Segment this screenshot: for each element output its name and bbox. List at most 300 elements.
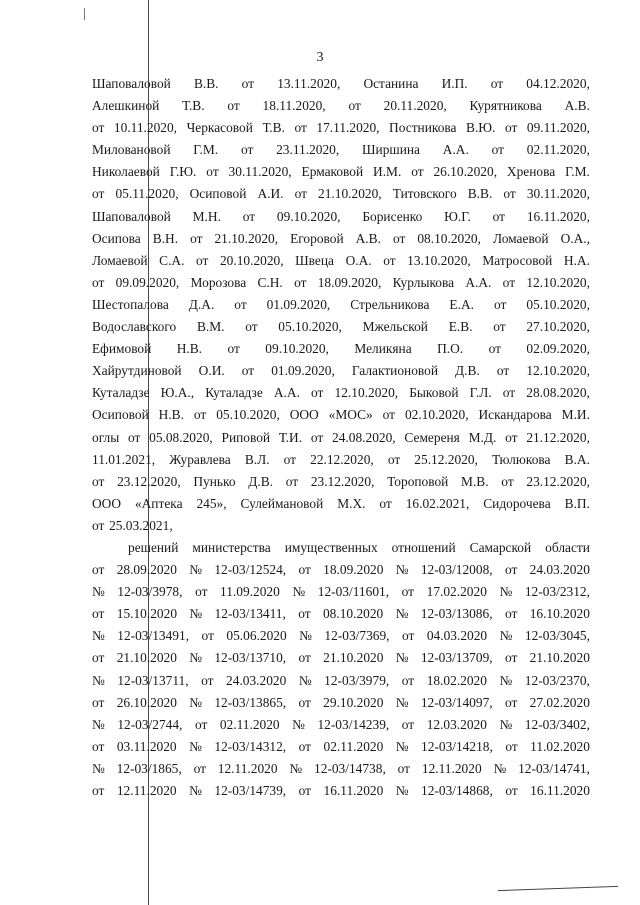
word: № xyxy=(299,628,312,644)
word: 12-03/14239, xyxy=(317,716,390,732)
word: 02.11.2020 xyxy=(323,738,384,754)
word: Осипова xyxy=(92,230,141,246)
word: от xyxy=(298,738,312,754)
word: Ломаевой xyxy=(92,252,148,268)
paragraph-applicants-list xyxy=(92,73,590,537)
word: от xyxy=(234,296,247,312)
word: В.М. xyxy=(196,319,225,335)
word: Н.А. xyxy=(563,252,590,268)
word: Шаповаловой xyxy=(92,208,171,224)
word: 18.09.2020 xyxy=(323,562,384,578)
word: № xyxy=(499,584,513,600)
word: 12-03/3045, xyxy=(524,628,590,644)
word: от xyxy=(397,760,411,776)
text-line xyxy=(92,692,590,714)
word: А.В. xyxy=(564,98,590,114)
word: от xyxy=(201,672,214,688)
word: Егоровой xyxy=(290,230,344,246)
word: от xyxy=(241,363,255,379)
word: 12-03/13491, xyxy=(117,628,190,644)
word: от xyxy=(92,606,105,622)
word: 12-03/13711, xyxy=(117,672,189,688)
word: Куталадзе xyxy=(205,385,263,401)
word: от xyxy=(294,120,307,136)
word: Миловановой xyxy=(92,142,171,158)
word: от xyxy=(194,716,208,732)
word: 12-03/13086, xyxy=(420,606,493,622)
word: В.Н. xyxy=(152,230,179,246)
word: С.А. xyxy=(159,252,185,268)
word: от xyxy=(294,274,307,290)
word: 12-03/14218, xyxy=(421,738,493,754)
word: 23.12.2020, xyxy=(310,473,375,489)
word: от xyxy=(490,76,504,91)
word: 12-03/14312, xyxy=(214,738,287,754)
word: № xyxy=(92,628,105,644)
text-line xyxy=(92,161,590,183)
word: М.Н. xyxy=(192,208,221,224)
word: 12-03/13710, xyxy=(214,650,287,666)
word: 05.10.2020, xyxy=(526,296,590,312)
word: Галактионовой xyxy=(351,363,438,379)
word: 22.12.2020, xyxy=(310,451,374,467)
word: Е.В. xyxy=(448,319,473,335)
word: от xyxy=(504,694,518,710)
word: области xyxy=(545,539,590,555)
word: 12-03/11601, xyxy=(317,584,390,600)
word: № xyxy=(189,606,203,622)
word: № xyxy=(499,716,513,732)
word: Т.В. xyxy=(262,120,285,136)
word: Ю.А., xyxy=(160,385,195,401)
word: Тороповой xyxy=(387,473,449,489)
word: 13.11.2020, xyxy=(277,76,341,91)
word: от xyxy=(298,562,311,578)
word: А.И. xyxy=(257,186,284,202)
text-line xyxy=(92,647,590,669)
word: оглы xyxy=(92,429,120,445)
word: 21.10.2020 xyxy=(116,650,177,666)
word: 08.10.2020, xyxy=(417,230,481,246)
word: 03.11.2020 xyxy=(116,738,177,754)
word: 26.10.2020, xyxy=(433,164,498,180)
word: от xyxy=(227,341,240,357)
word: от xyxy=(190,230,203,246)
word: от xyxy=(298,694,311,710)
text-line xyxy=(92,250,590,272)
word: Ермаковой xyxy=(301,164,364,180)
word: от xyxy=(348,98,361,114)
word: 18.02.2020 xyxy=(426,672,487,688)
word: 09.10.2020, xyxy=(276,208,341,224)
word: 12-03/2744, xyxy=(117,716,183,732)
word: 05.10.2020, xyxy=(216,407,280,423)
text-line xyxy=(92,404,590,426)
word: 28.08.2020, xyxy=(526,385,590,401)
word: Меликяна xyxy=(354,341,412,357)
word: от xyxy=(92,473,105,489)
word: Пунько xyxy=(193,473,236,489)
page-number: 3 xyxy=(316,50,324,65)
word: В.П. xyxy=(564,495,590,511)
word: 12-03/13865, xyxy=(214,694,287,710)
word: Г.М. xyxy=(193,142,219,158)
word: № xyxy=(92,584,105,600)
word: Борисенко xyxy=(362,208,423,224)
word: 21.10.2020, xyxy=(214,230,279,246)
text-line xyxy=(92,736,590,758)
word: 30.11.2020, xyxy=(526,186,590,202)
word: 25.12.2020, xyxy=(414,451,478,467)
word: Самарской xyxy=(469,539,532,555)
word: от xyxy=(227,98,240,114)
word: министерства xyxy=(192,539,271,555)
word: 12-03/13411, xyxy=(214,606,286,622)
word: Постникова xyxy=(389,120,457,136)
word: Осиповой xyxy=(92,407,149,423)
word: 04.12.2020, xyxy=(526,76,590,91)
word: 16.11.2020 xyxy=(530,783,590,798)
word: отношений xyxy=(391,539,456,555)
word: 09.10.2020, xyxy=(265,341,329,357)
word: № xyxy=(499,628,513,644)
word: от xyxy=(245,319,258,335)
word: «МОС» xyxy=(328,407,373,423)
word: 24.03.2020 xyxy=(529,562,590,578)
word: Искандарова xyxy=(478,407,552,423)
word: 12-03/14738, xyxy=(314,760,386,776)
word: от xyxy=(283,451,297,467)
text-line xyxy=(92,73,590,95)
text-line xyxy=(92,95,590,117)
text-line xyxy=(92,228,590,250)
word: 23.12.2020, xyxy=(117,473,181,489)
text-line xyxy=(92,625,590,647)
word: от xyxy=(502,274,516,290)
word: от xyxy=(496,363,510,379)
word: 12-03/14739, xyxy=(214,783,287,798)
word: 12-03/7369, xyxy=(324,628,390,644)
word: от xyxy=(401,584,415,600)
word: 11.02.2020 xyxy=(530,738,590,754)
word: от xyxy=(193,760,206,776)
word: Н.В. xyxy=(176,341,203,357)
word: 05.06.2020 xyxy=(226,628,287,644)
word: Черкасовой xyxy=(186,120,253,136)
word: от xyxy=(298,783,312,798)
word: Шестопалова xyxy=(92,296,169,312)
word: 13.10.2020, xyxy=(407,252,471,268)
word: № xyxy=(298,672,312,688)
word: Тюлюкова xyxy=(492,451,551,467)
word: ООО xyxy=(289,407,319,423)
word: М.Х. xyxy=(337,495,366,511)
text-line xyxy=(92,780,590,802)
word: 05.11.2020, xyxy=(115,186,179,202)
word: от xyxy=(92,650,105,666)
word: 30.11.2020, xyxy=(228,164,292,180)
word: Т.И. xyxy=(278,429,303,445)
word: решений xyxy=(128,539,179,555)
word: Журавлева xyxy=(169,451,231,467)
word: от xyxy=(127,429,141,445)
paragraph-ministry-decisions xyxy=(92,537,590,802)
word: 12-03/3979, xyxy=(324,672,390,688)
text-line xyxy=(92,449,590,471)
word: № xyxy=(493,760,507,776)
word: от xyxy=(92,120,105,136)
word: Алешкиной xyxy=(92,98,160,114)
word: № xyxy=(189,738,202,754)
word: Г.М. xyxy=(565,164,590,180)
word: 16.10.2020 xyxy=(529,606,590,622)
text-line xyxy=(92,714,590,736)
word: от xyxy=(92,694,105,710)
word: от xyxy=(193,407,207,423)
word: от xyxy=(298,606,311,622)
word: 08.10.2020 xyxy=(322,606,384,622)
text-line xyxy=(92,670,590,692)
word: Швеца xyxy=(295,252,334,268)
word: 18.09.2020, xyxy=(317,274,382,290)
word: А.А. xyxy=(465,274,492,290)
word: В.Ю. xyxy=(466,120,496,136)
word: Ширшина xyxy=(362,142,420,158)
text-line xyxy=(92,360,590,382)
word: 12-03/14741, xyxy=(518,760,590,776)
word: № xyxy=(292,716,305,732)
text-line xyxy=(92,537,590,559)
word: 05.10.2020, xyxy=(278,319,342,335)
word: от xyxy=(195,584,208,600)
word: 11.09.2020 xyxy=(220,584,280,600)
word: 01.09.2020, xyxy=(271,363,335,379)
text-line xyxy=(92,471,590,493)
word: Осиповой xyxy=(189,186,247,202)
word: 12-03/14097, xyxy=(420,694,493,710)
word: Д.В. xyxy=(248,473,274,489)
word: Д.В. xyxy=(455,363,480,379)
word: от xyxy=(92,517,105,533)
word: от xyxy=(493,319,506,335)
word: 12-03/12008, xyxy=(420,562,493,578)
word: 27.02.2020 xyxy=(529,694,590,710)
word: 16.11.2020, xyxy=(526,208,590,224)
word: № xyxy=(395,562,409,578)
word: № xyxy=(289,760,303,776)
word: 02.11.2020 xyxy=(219,716,280,732)
word: № xyxy=(499,672,513,688)
word: № xyxy=(292,584,306,600)
word: 12.10.2020, xyxy=(334,385,399,401)
word: Хренова xyxy=(506,164,556,180)
word: от xyxy=(310,429,324,445)
word: 20.11.2020, xyxy=(383,98,447,114)
text-line xyxy=(92,139,590,161)
word: 12.11.2020 xyxy=(421,760,482,776)
word: от xyxy=(491,142,504,158)
text-line xyxy=(92,316,590,338)
text-line xyxy=(92,338,590,360)
text-line xyxy=(92,581,590,603)
text-line xyxy=(92,603,590,625)
word: Сулеймановой xyxy=(240,495,324,511)
word: 16.11.2020 xyxy=(323,783,384,798)
word: от xyxy=(492,208,506,224)
word: от xyxy=(201,628,214,644)
word: № xyxy=(395,606,409,622)
margin-tick-mark xyxy=(84,8,85,20)
word: от xyxy=(501,473,514,489)
word: И.М. xyxy=(373,164,402,180)
word: Семереня xyxy=(404,429,460,445)
word: 12-03/14868, xyxy=(421,783,493,798)
word: от xyxy=(240,142,254,158)
word: от xyxy=(392,230,406,246)
word: 23.11.2020, xyxy=(276,142,340,158)
word: 02.11.2020, xyxy=(526,142,590,158)
word: от xyxy=(505,429,518,445)
word: Т.В. xyxy=(182,98,205,114)
word: Стрельникова xyxy=(350,296,430,312)
word: С.Н. xyxy=(257,274,283,290)
word: 12-03/1865, xyxy=(116,760,182,776)
word: 09.11.2020, xyxy=(526,120,590,136)
word: 245», xyxy=(196,495,227,511)
word: от xyxy=(387,451,401,467)
word: Шаповаловой xyxy=(92,76,171,91)
word: от xyxy=(241,76,255,91)
word: Хайрутдиновой xyxy=(92,363,182,379)
word: 20.10.2020, xyxy=(219,252,284,268)
text-line xyxy=(92,272,590,294)
word: от xyxy=(242,208,256,224)
word: от xyxy=(504,120,518,136)
word: № xyxy=(395,738,409,754)
word: от xyxy=(383,252,396,268)
word: 12.11.2020 xyxy=(116,783,177,798)
word: 12.11.2020 xyxy=(217,760,278,776)
word: от xyxy=(488,341,501,357)
word: 28.09.2020 xyxy=(116,562,177,578)
word: № xyxy=(92,760,105,776)
word: 23.12.2020, xyxy=(526,473,590,489)
word: от xyxy=(92,738,105,754)
word: Быковой xyxy=(409,385,459,401)
word: от xyxy=(379,495,392,511)
word: от xyxy=(206,164,219,180)
word: Морозова xyxy=(190,274,247,290)
word: 11.01.2021, xyxy=(92,451,156,467)
text-line xyxy=(92,382,590,404)
word: Останина xyxy=(363,76,419,91)
word: В.В. xyxy=(467,186,493,202)
word: 12-03/3402, xyxy=(524,716,590,732)
word: 12-03/3978, xyxy=(117,584,183,600)
word: 17.02.2020 xyxy=(426,584,487,600)
word: от xyxy=(504,562,518,578)
word: от xyxy=(504,650,518,666)
word: 21.10.2020 xyxy=(529,650,590,666)
word: Титовского xyxy=(392,186,457,202)
word: 21.10.2020 xyxy=(323,650,384,666)
word: от xyxy=(505,738,518,754)
word: № xyxy=(92,672,105,688)
word: от xyxy=(298,650,311,666)
word: имущественных xyxy=(284,539,378,555)
text-line xyxy=(92,427,590,449)
word: 12.10.2020, xyxy=(526,274,590,290)
word: Куталадзе xyxy=(92,385,150,401)
word: М.Д. xyxy=(468,429,497,445)
word: Ефимовой xyxy=(92,341,152,357)
word: 09.09.2020, xyxy=(115,274,180,290)
word: О.И. xyxy=(198,363,225,379)
text-line xyxy=(92,515,590,537)
word: 21.12.2020, xyxy=(526,429,590,445)
document-body xyxy=(92,73,590,802)
word: № xyxy=(189,650,203,666)
footer-rule xyxy=(498,886,618,891)
word: Курлыкова xyxy=(392,274,455,290)
text-line xyxy=(92,294,590,316)
word: Курятникова xyxy=(469,98,542,114)
word: А.А. xyxy=(273,385,300,401)
text-line xyxy=(92,206,590,228)
word: Е.А. xyxy=(449,296,474,312)
word: Сидорочева xyxy=(483,495,551,511)
word: 01.09.2020, xyxy=(266,296,331,312)
word: от xyxy=(311,385,324,401)
word: Г.Ю. xyxy=(169,164,197,180)
word: 24.03.2020 xyxy=(226,672,287,688)
text-line xyxy=(92,117,590,139)
word: от xyxy=(294,186,307,202)
word: № xyxy=(395,783,409,798)
word: 12-03/12524, xyxy=(214,562,287,578)
word: И.П. xyxy=(441,76,468,91)
word: О.А. xyxy=(345,252,372,268)
word: от xyxy=(402,628,415,644)
word: А.В. xyxy=(355,230,381,246)
word: от xyxy=(401,716,415,732)
word: от xyxy=(196,252,209,268)
word: Д.А. xyxy=(188,296,215,312)
word: 29.10.2020 xyxy=(323,694,384,710)
text-line xyxy=(92,559,590,581)
word: № xyxy=(92,716,105,732)
word: № xyxy=(189,694,203,710)
word: от xyxy=(92,783,105,798)
word: 12-03/13709, xyxy=(420,650,493,666)
word: от xyxy=(503,186,516,202)
word: 18.11.2020, xyxy=(262,98,326,114)
word: от xyxy=(92,562,105,578)
word: 24.08.2020, xyxy=(332,429,396,445)
word: 12-03/2370, xyxy=(524,672,590,688)
word: Г.Л. xyxy=(469,385,492,401)
word: от xyxy=(411,164,424,180)
word: ООО xyxy=(92,495,122,511)
word: 17.11.2020, xyxy=(316,120,380,136)
word: Риповой xyxy=(221,429,271,445)
word: В.Л. xyxy=(244,451,270,467)
word: от xyxy=(401,672,415,688)
word: 12.03.2020 xyxy=(426,716,487,732)
text-line xyxy=(92,758,590,780)
word: от xyxy=(504,606,518,622)
text-line xyxy=(92,183,590,205)
